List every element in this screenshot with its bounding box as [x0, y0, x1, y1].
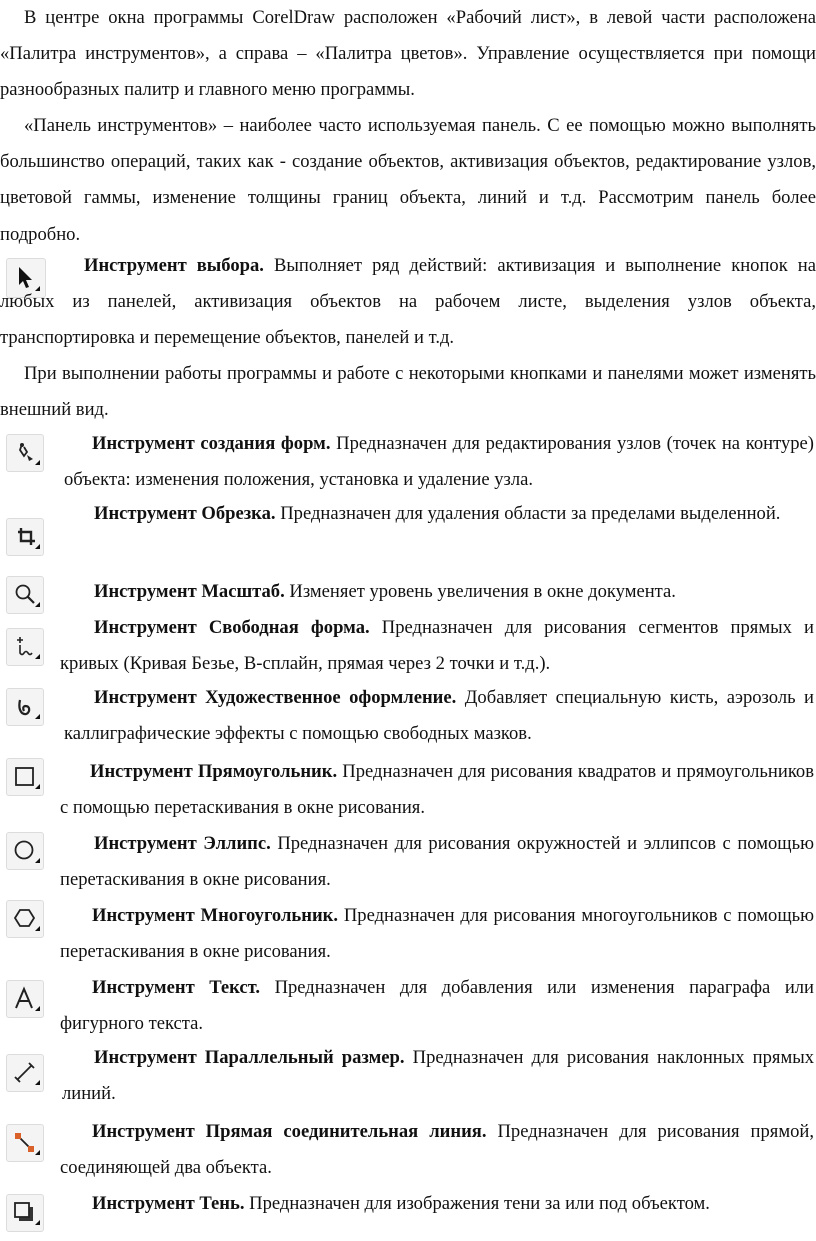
- tool-item: [60, 826, 814, 898]
- tool-desc: Предназначен для рисования окружностей и эллипсов с помощью перетаскивания в окне рисования.: [60, 833, 814, 891]
- tool-desc: Предназначен для рисования сегментов прямых и кривых (Кривая Безье, В-сплайн, прямая через 2 точки и т.д.).: [60, 617, 814, 675]
- polygon-tool-icon: [6, 900, 44, 938]
- pick-tool-paragraph: [0, 248, 816, 357]
- tool-name: Инструмент Масштаб.: [94, 581, 285, 602]
- tool-item: [62, 496, 814, 532]
- tool-item: [60, 970, 814, 1042]
- tool-desc: Предназначен для изображения тени за или под объектом.: [249, 1193, 710, 1214]
- tool-item: [60, 610, 814, 682]
- tool-desc: Добавляет специальную кисть, аэрозоль и каллиграфические эффекты с помощью свободных мазков.: [64, 687, 815, 745]
- tool-item: [62, 1040, 814, 1112]
- freehand-tool-icon: [6, 628, 44, 666]
- tool-name: Инструмент Свободная форма.: [94, 617, 370, 638]
- pick-tool-name: Инструмент выбора.: [84, 255, 264, 276]
- shape-tool-icon: [6, 434, 44, 472]
- tool-desc: Предназначен для добавления или изменения параграфа или фигурного текста.: [60, 977, 814, 1035]
- tool-name: Инструмент Прямоугольник.: [90, 761, 338, 782]
- tool-name: Инструмент создания форм.: [92, 433, 331, 454]
- tool-name: Инструмент Обрезка.: [94, 503, 276, 524]
- tool-item: [64, 574, 814, 610]
- tool-desc: Предназначен для рисования прямой, соединяющей два объекта.: [60, 1121, 814, 1179]
- tool-desc: Предназначен для рисования многоугольников с помощью перетаскивания в окне рисования.: [60, 905, 815, 963]
- tool-desc: Предназначен для удаления области за пределами выделенной.: [280, 503, 781, 524]
- tool-item: [64, 426, 814, 498]
- parallel-dimension-tool-icon: [6, 1054, 44, 1092]
- tool-item: [64, 680, 814, 752]
- tool-name: Инструмент Художественное оформление.: [94, 687, 457, 708]
- tool-desc: Предназначен для редактирования узлов (точек на контуре) объекта: изменения положения, установка и удаление узла.: [64, 433, 814, 491]
- tool-item: [60, 754, 814, 826]
- tool-item: [60, 898, 814, 970]
- tool-item: [60, 1186, 814, 1222]
- crop-tool-icon: [6, 518, 44, 556]
- tool-name: Инструмент Параллельный размер.: [94, 1047, 405, 1068]
- note-paragraph: При выполнении работы программы и работе с некоторыми кнопками и панелями может изменять внешний вид.: [0, 363, 816, 421]
- tool-name: Инструмент Многоугольник.: [92, 905, 339, 926]
- pick-tool-desc: Выполняет ряд действий: активизация и выполнение кнопок на любых из панелей, активизация объектов на рабочем листе, выделения узлов объекта, транспортировка и перемещение объектов, панелей и т.д.: [0, 255, 816, 349]
- tool-name: Инструмент Тень.: [92, 1193, 245, 1214]
- text-tool-icon: [6, 980, 44, 1018]
- artistic-media-tool-icon: [6, 688, 44, 726]
- drop-shadow-tool-icon: [6, 1194, 44, 1232]
- tool-desc: Изменяет уровень увеличения в окне документа.: [289, 581, 676, 602]
- tool-name: Инструмент Эллипс.: [94, 833, 271, 854]
- zoom-tool-icon: [6, 576, 44, 614]
- rectangle-tool-icon: [6, 758, 44, 796]
- tool-desc: Предназначен для рисования квадратов и прямоугольников с помощью перетаскивания в окне рисования.: [60, 761, 814, 819]
- tool-name: Инструмент Текст.: [92, 977, 261, 998]
- tool-desc: Предназначен для рисования наклонных прямых линий.: [62, 1047, 814, 1105]
- intro-paragraph-1: В центре окна программы CorelDraw расположен «Рабочий лист», в левой части расположена «Палитра инструментов», а справа – «Палитра цветов». Управление осуществляется при помощи разнообразных палитр и главного меню программы.: [0, 7, 816, 101]
- ellipse-tool-icon: [6, 832, 44, 870]
- intro-paragraph-2: «Панель инструментов» – наиболее часто используемая панель. С ее помощью можно выполнять большинство операций, таких как - создание объектов, активизация объектов, редактирование узлов, цветовой гаммы, изменение толщины границ объекта, линий и т.д. Рассмотрим панель более подробно.: [0, 115, 816, 245]
- tool-name: Инструмент Прямая соединительная линия.: [92, 1121, 487, 1142]
- straight-connector-tool-icon: [6, 1124, 44, 1162]
- tool-item: [60, 1114, 814, 1186]
